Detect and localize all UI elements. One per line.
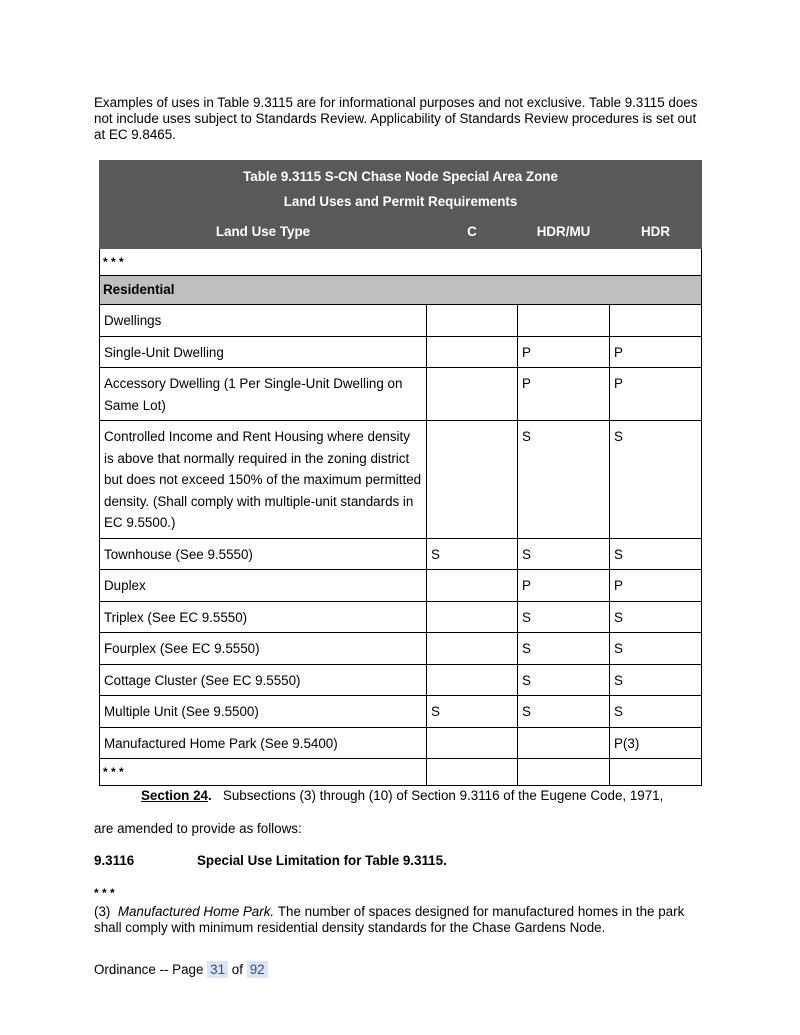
table-title: Table 9.3115 S-CN Chase Node Special Area Zone	[100, 161, 702, 189]
stars-cell: * * *	[100, 759, 427, 786]
hdr-cell: P(3)	[610, 727, 702, 759]
hdr-cell: S	[610, 696, 702, 728]
subsection-heading	[94, 853, 447, 868]
paragraph-3	[94, 904, 709, 936]
hdr-cell: P	[610, 570, 702, 602]
table-row	[100, 336, 702, 368]
land-use-cell: Duplex	[100, 570, 427, 602]
c-cell: S	[427, 696, 518, 728]
section-heading-period: .	[207, 788, 212, 803]
subcategory-row	[100, 305, 702, 337]
paragraph-text: The number of spaces designed for manufactured homes in the park shall comply with minimum residential density standards for the Chase Gardens Node.	[94, 904, 685, 935]
table-row	[100, 633, 702, 665]
paragraph-italic-title: Manufactured Home Park.	[117, 904, 275, 919]
hdr-cell: P	[610, 336, 702, 368]
page-footer	[94, 962, 268, 977]
col-header-hdrmu: HDR/MU	[518, 214, 610, 249]
stars-mid: * * *	[94, 886, 115, 900]
intro-paragraph: Examples of uses in Table 9.3115 are for informational purposes and not exclusive. Table 9.3115 does not include uses subject to Standards Review. Applicability of Standards Review procedures is set out at EC 9.8465.	[94, 95, 698, 142]
hdrmu-cell: P	[518, 336, 610, 368]
hdr-cell: S	[610, 421, 702, 539]
hdrmu-cell: P	[518, 368, 610, 421]
footer-of: of	[231, 962, 243, 977]
subcategory-label: Dwellings	[100, 305, 427, 337]
section-text-2: are amended to provide as follows:	[94, 821, 302, 836]
land-use-cell: Manufactured Home Park (See 9.5400)	[100, 727, 427, 759]
land-use-cell: Cottage Cluster (See EC 9.5550)	[100, 664, 427, 696]
hdr-cell: S	[610, 601, 702, 633]
c-cell	[427, 664, 518, 696]
col-header-land-use: Land Use Type	[100, 214, 427, 249]
land-use-cell: Accessory Dwelling (1 Per Single-Unit Dwelling on Same Lot)	[100, 368, 427, 421]
footer-label: Ordinance -- Page	[94, 962, 204, 977]
c-cell	[427, 368, 518, 421]
hdrmu-cell	[518, 727, 610, 759]
land-use-cell: Fourplex (See EC 9.5550)	[100, 633, 427, 665]
c-cell	[427, 727, 518, 759]
hdrmu-cell: S	[518, 538, 610, 570]
c-cell	[427, 421, 518, 539]
hdrmu-cell: S	[518, 633, 610, 665]
col-header-hdr: HDR	[610, 214, 702, 249]
land-use-cell: Townhouse (See 9.5550)	[100, 538, 427, 570]
table-row	[100, 727, 702, 759]
hdrmu-cell: P	[518, 570, 610, 602]
footer-total-pages: 92	[247, 961, 268, 978]
c-cell	[427, 601, 518, 633]
hdrmu-cell: S	[518, 421, 610, 539]
paragraph-prefix: (3)	[94, 904, 111, 919]
table-row	[100, 696, 702, 728]
land-use-cell: Multiple Unit (See 9.5500)	[100, 696, 427, 728]
c-cell	[427, 570, 518, 602]
land-use-cell: Triplex (See EC 9.5550)	[100, 601, 427, 633]
land-use-cell: Controlled Income and Rent Housing where density is above that normally required in the zoning district but does not exceed 150% of the maximum permitted density. (Shall comply with multiple-unit standards in EC 9.5500.)	[100, 421, 427, 539]
table-row	[100, 368, 702, 421]
col-header-c: C	[427, 214, 518, 249]
table-row	[100, 421, 702, 539]
section-24	[94, 787, 709, 805]
stars-row-bottom	[100, 759, 702, 786]
subsection-number: 9.3116	[94, 853, 135, 868]
land-use-table	[99, 160, 702, 786]
table-row	[100, 538, 702, 570]
land-use-cell: Single-Unit Dwelling	[100, 336, 427, 368]
footer-page-number: 31	[207, 961, 228, 978]
hdrmu-cell: S	[518, 696, 610, 728]
table-subtitle: Land Uses and Permit Requirements	[100, 189, 702, 214]
table-row	[100, 601, 702, 633]
c-cell: S	[427, 538, 518, 570]
hdrmu-cell: S	[518, 601, 610, 633]
section-heading: Section 24	[141, 788, 208, 803]
c-cell	[427, 336, 518, 368]
hdr-cell: S	[610, 664, 702, 696]
section-text-1: Subsections (3) through (10) of Section 9.3116 of the Eugene Code, 1971,	[222, 788, 664, 803]
subsection-title: Special Use Limitation for Table 9.3115.	[197, 853, 447, 868]
table-row	[100, 664, 702, 696]
hdr-cell: S	[610, 538, 702, 570]
table-row	[100, 570, 702, 602]
stars-row-top: * * *	[100, 249, 702, 276]
hdrmu-cell: S	[518, 664, 610, 696]
category-row: Residential	[100, 276, 702, 305]
c-cell	[427, 633, 518, 665]
hdr-cell: S	[610, 633, 702, 665]
hdr-cell: P	[610, 368, 702, 421]
